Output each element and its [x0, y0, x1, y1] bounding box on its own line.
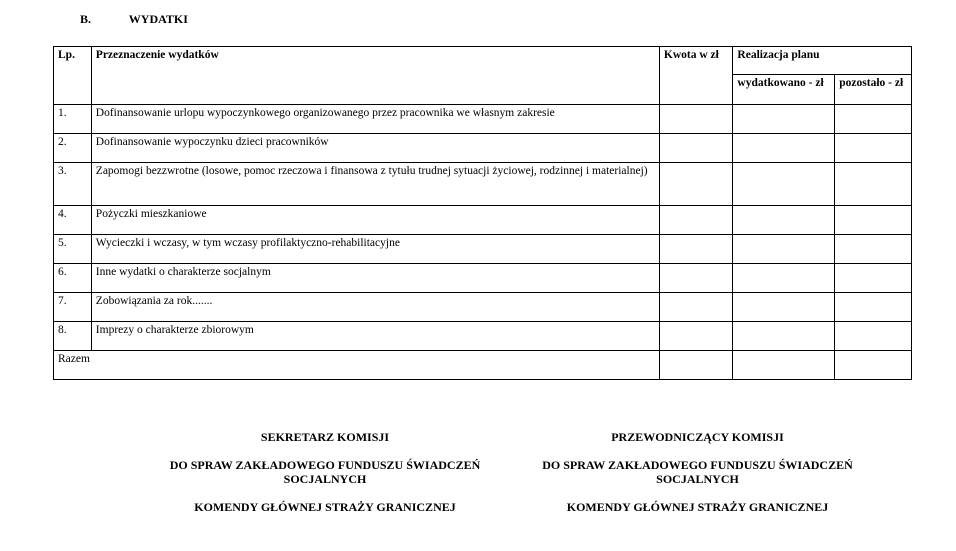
row-remaining-cell: [835, 105, 912, 134]
row-description: Dofinansowanie urlopu wypoczynkowego organizowanego przez pracownika we własnym zakresie: [91, 105, 659, 134]
signature-committee: DO SPRAW ZAKŁADOWEGO FUNDUSZU ŚWIADCZEŃ SOCJALNYCH: [169, 458, 481, 486]
header-realization: Realizacja planu: [733, 47, 912, 75]
row-lp: 6.: [54, 264, 92, 293]
row-amount-cell: [659, 134, 733, 163]
row-spent-cell: [733, 264, 835, 293]
row-description: Zapomogi bezzwrotne (losowe, pomoc rzeczowa i finansowa z tytułu trudnej sytuacji życiowej, rodzinnej i materialnej): [91, 163, 659, 206]
table-row: [54, 322, 912, 351]
header-spent: wydatkowano - zł: [733, 75, 835, 105]
header-lp: Lp.: [54, 47, 92, 105]
row-spent-cell: [733, 206, 835, 235]
row-spent-cell: [733, 134, 835, 163]
table-header-row: [54, 47, 912, 75]
table-row: [54, 293, 912, 322]
signature-block-secretary: [150, 430, 500, 528]
row-description: Dofinansowanie wypoczynku dzieci pracowników: [91, 134, 659, 163]
signature-role: SEKRETARZ KOMISJI: [260, 430, 390, 444]
row-remaining-cell: [835, 235, 912, 264]
table-total-row: [54, 351, 912, 380]
total-spent-cell: [733, 351, 835, 380]
section-letter: B.: [80, 12, 92, 26]
signature-institution: KOMENDY GŁÓWNEJ STRAŻY GRANICZNEJ: [194, 500, 456, 514]
header-amount: Kwota w zł: [659, 47, 733, 105]
row-amount-cell: [659, 206, 733, 235]
row-amount-cell: [659, 264, 733, 293]
row-description: Imprezy o charakterze zbiorowym: [91, 322, 659, 351]
row-description: Pożyczki mieszkaniowe: [91, 206, 659, 235]
row-amount-cell: [659, 105, 733, 134]
section-heading: [80, 12, 188, 27]
total-remaining-cell: [835, 351, 912, 380]
row-lp: 3.: [54, 163, 92, 206]
row-lp: 1.: [54, 105, 92, 134]
row-spent-cell: [733, 163, 835, 206]
table-row: [54, 163, 912, 206]
row-description: Wycieczki i wczasy, w tym wczasy profilaktyczno-rehabilitacyjne: [91, 235, 659, 264]
row-spent-cell: [733, 235, 835, 264]
row-remaining-cell: [835, 322, 912, 351]
expenses-table: [53, 46, 912, 380]
row-description: Zobowiązania za rok.......: [91, 293, 659, 322]
row-remaining-cell: [835, 264, 912, 293]
row-spent-cell: [733, 105, 835, 134]
table-row: [54, 105, 912, 134]
row-remaining-cell: [835, 163, 912, 206]
table-row: [54, 206, 912, 235]
row-lp: 8.: [54, 322, 92, 351]
row-amount-cell: [659, 163, 733, 206]
row-remaining-cell: [835, 206, 912, 235]
row-remaining-cell: [835, 293, 912, 322]
row-spent-cell: [733, 322, 835, 351]
row-amount-cell: [659, 322, 733, 351]
signature-committee: DO SPRAW ZAKŁADOWEGO FUNDUSZU ŚWIADCZEŃ SOCJALNYCH: [542, 458, 853, 486]
row-amount-cell: [659, 235, 733, 264]
row-lp: 2.: [54, 134, 92, 163]
section-title: WYDATKI: [128, 12, 188, 26]
header-remaining: pozostało - zł: [835, 75, 912, 105]
total-amount-cell: [659, 351, 733, 380]
signature-institution: KOMENDY GŁÓWNEJ STRAŻY GRANICZNEJ: [566, 500, 829, 514]
row-lp: 4.: [54, 206, 92, 235]
row-remaining-cell: [835, 134, 912, 163]
row-spent-cell: [733, 293, 835, 322]
table-row: [54, 134, 912, 163]
row-amount-cell: [659, 293, 733, 322]
table-row: [54, 264, 912, 293]
signature-role: PRZEWODNICZĄCY KOMISJI: [611, 430, 784, 444]
total-label: Razem: [54, 351, 660, 380]
signature-block-chairman: [525, 430, 870, 528]
table-row: [54, 235, 912, 264]
row-lp: 7.: [54, 293, 92, 322]
row-description: Inne wydatki o charakterze socjalnym: [91, 264, 659, 293]
header-purpose: Przeznaczenie wydatków: [91, 47, 659, 105]
row-lp: 5.: [54, 235, 92, 264]
